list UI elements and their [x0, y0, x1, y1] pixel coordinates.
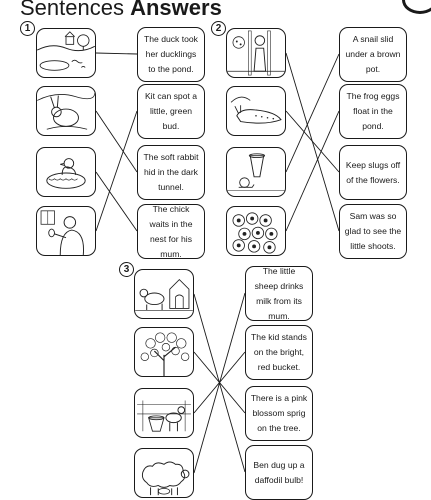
girl-in-garden-icon	[227, 29, 285, 77]
sentence-1-1: The duck took her ducklings to the pond.	[137, 27, 205, 82]
picture-countryside-pond	[36, 28, 96, 78]
blossom-tree-icon	[135, 328, 193, 376]
sentence-2-1: A snail slid under a brown pot.	[339, 27, 407, 82]
picture-snail-and-pot	[226, 147, 286, 197]
chick-in-nest-icon	[37, 148, 95, 196]
picture-rabbit	[36, 86, 96, 136]
frog-spawn-icon	[227, 207, 285, 255]
match-line-2-1	[286, 53, 339, 231]
corner-logo-mark	[402, 0, 431, 14]
picture-dog-and-kennel	[134, 269, 194, 319]
match-line-2-3	[286, 54, 339, 172]
picture-man-with-bulb	[36, 206, 96, 256]
match-line-2-4	[286, 111, 339, 231]
section-2-number: 2	[211, 21, 226, 36]
snail-and-pot-icon	[227, 148, 285, 196]
match-line-1-1	[96, 53, 137, 54]
slug-icon	[227, 87, 285, 135]
picture-slug	[226, 86, 286, 136]
match-line-1-4	[96, 111, 137, 231]
match-line-1-3	[96, 172, 137, 231]
rabbit-icon	[37, 87, 95, 135]
section-3-number: 3	[119, 262, 134, 277]
man-with-bulb-icon	[37, 207, 95, 255]
match-line-3-2	[194, 352, 245, 413]
sentence-2-2: The frog eggs float in the pond.	[339, 84, 407, 139]
picture-girl-in-garden	[226, 28, 286, 78]
picture-goat-and-bucket	[134, 388, 194, 438]
page-title: Sentences Answers	[20, 0, 222, 20]
section-1-number: 1	[20, 21, 35, 36]
sentence-3-3: There is a pink blossom sprig on the tree.	[245, 386, 313, 441]
sentence-1-3: The soft rabbit hid in the dark tunnel.	[137, 145, 205, 200]
countryside-pond-icon	[37, 29, 95, 77]
sentence-3-1: The little sheep drinks milk from its mum.	[245, 266, 313, 321]
dog-and-kennel-icon	[135, 270, 193, 318]
sentence-3-2: The kid stands on the bright, red bucket.	[245, 325, 313, 380]
sentence-3-4: Ben dug up a daffodil bulb!	[245, 445, 313, 500]
match-line-3-3	[194, 352, 245, 413]
picture-frog-spawn	[226, 206, 286, 256]
match-line-2-2	[286, 111, 339, 172]
match-line-1-2	[96, 111, 137, 172]
sentence-1-4: The chick waits in the nest for his mum.	[137, 204, 205, 259]
picture-blossom-tree	[134, 327, 194, 377]
match-line-3-1	[194, 294, 245, 472]
sheep-and-lamb-icon	[135, 449, 193, 497]
picture-chick-in-nest	[36, 147, 96, 197]
picture-sheep-and-lamb	[134, 448, 194, 498]
goat-and-bucket-icon	[135, 389, 193, 437]
sentence-2-3: Keep slugs off of the flowers.	[339, 145, 407, 200]
sentence-1-2: Kit can spot a little, green bud.	[137, 84, 205, 139]
sentence-2-4: Sam was so glad to see the little shoots.	[339, 204, 407, 259]
match-line-3-4	[194, 293, 245, 473]
